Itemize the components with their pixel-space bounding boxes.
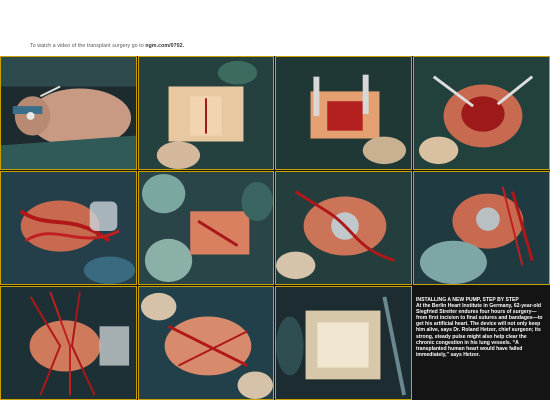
caption-body: At the Berlin Heart Institute in Germany, 62-year-old Siegfried Streiter endures four hours of surgery—from first incision to final sutures and bandages—to get his artificial heart. The device will not only keep him alive, says Dr. Roland Hetzer, chief surgeon; its strong, steady pulse might also help clear the chronic congestion in his lung vessels. “A transplanted human heart would have failed immediately,” says Hetzer. [416, 303, 543, 358]
photo-drains-wires-image [1, 287, 136, 399]
photo-pump-connection-image [276, 172, 411, 284]
photo-heart-exposed-image [414, 57, 549, 169]
video-note [30, 43, 184, 49]
photo-first-incision-image [139, 57, 273, 169]
caption-heading: INSTALLING A NEW PUMP, STEP BY STEP [416, 297, 519, 303]
photo-final-bandage-image [276, 287, 411, 399]
photo-drains-wires [0, 286, 137, 400]
photo-surgeons-overhead-image [139, 172, 273, 284]
photo-chest-opened [275, 56, 412, 170]
photo-closing-chest-image [139, 287, 273, 399]
photo-final-bandage [275, 286, 412, 400]
caption [416, 297, 546, 397]
photo-pump-connection [275, 171, 412, 285]
photo-surgeons-overhead [138, 171, 274, 285]
photo-heart-exposed [413, 56, 550, 170]
photo-closing-chest [138, 286, 274, 400]
photo-patient-intubated-image [1, 57, 136, 169]
photo-device-implanted-image [414, 172, 549, 284]
photo-cannulas-placed [0, 171, 137, 285]
photo-cannulas-placed-image [1, 172, 136, 284]
photo-device-implanted [413, 171, 550, 285]
video-note-prefix: To watch a video of the transplant surgery go to [30, 43, 146, 49]
video-note-url[interactable]: ngm.com/0702. [145, 43, 185, 49]
photo-patient-intubated [0, 56, 137, 170]
photo-chest-opened-image [276, 57, 411, 169]
photo-first-incision [138, 56, 274, 170]
